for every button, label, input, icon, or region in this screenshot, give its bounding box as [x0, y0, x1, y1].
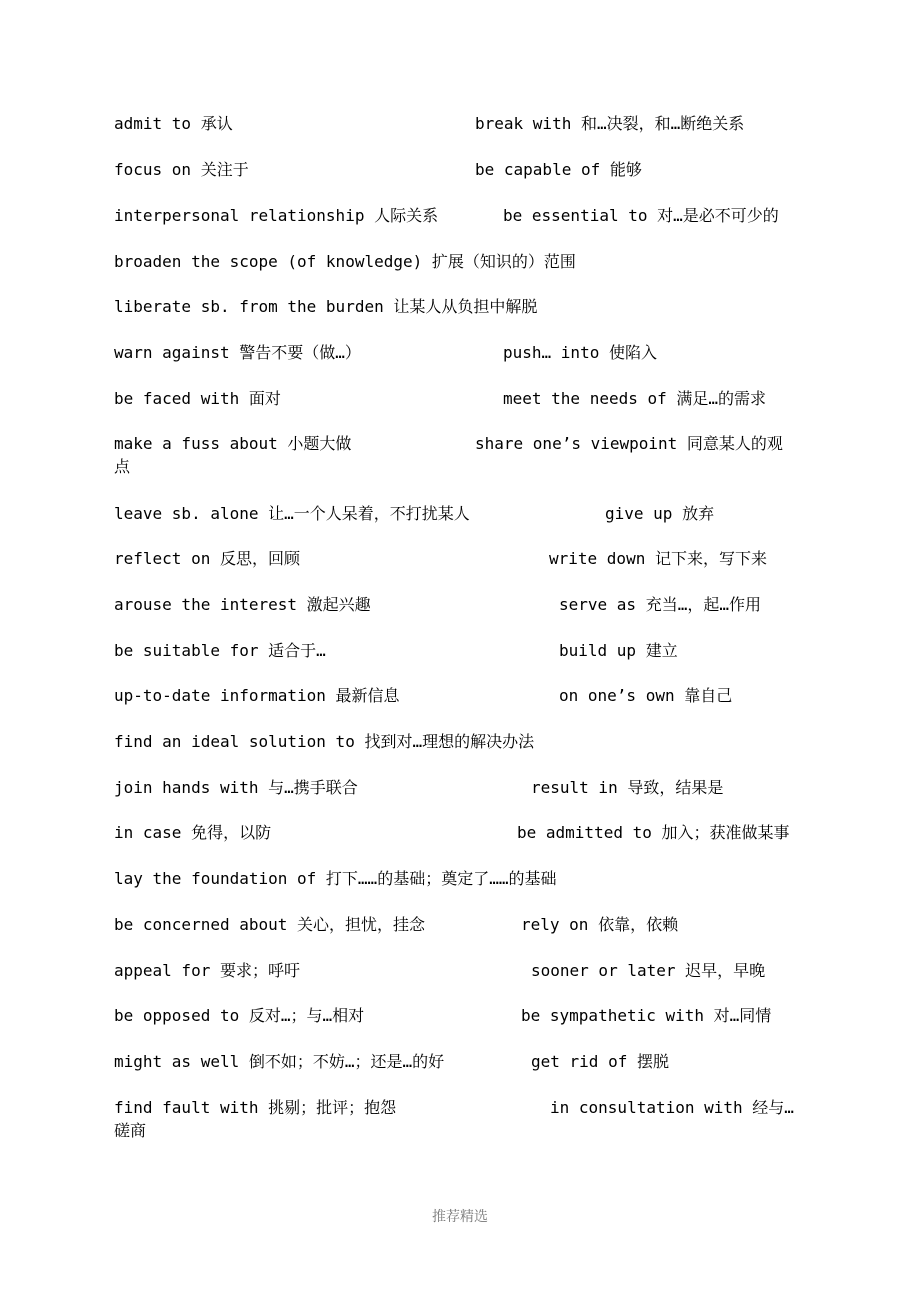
phrase-left: make a fuss about 小题大做: [114, 434, 352, 453]
phrase-right: serve as 充当…，起…作用: [559, 595, 761, 614]
phrase-right: push… into 使陷入: [503, 343, 657, 362]
phrase-right: share one’s viewpoint 同意某人的观: [475, 434, 783, 453]
phrase-left: leave sb. alone 让…一个人呆着，不打扰某人: [114, 504, 470, 523]
phrase-row: [0, 111, 920, 137]
phrase-left: be suitable for 适合于…: [114, 641, 326, 660]
phrase-row: [0, 683, 920, 709]
phrase-left: be concerned about 关心，担忧，挂念: [114, 915, 426, 934]
phrase-row: [0, 1049, 920, 1075]
phrase-left: lay the foundation of 打下……的基础；奠定了……的基础: [114, 869, 557, 888]
phrase-wrap-line: [0, 454, 920, 480]
phrase-left: be opposed to 反对…；与…相对: [114, 1006, 365, 1025]
phrase-right: be essential to 对…是必不可少的: [503, 206, 779, 225]
phrase-left: might as well 倒不如；不妨…；还是…的好: [114, 1052, 445, 1071]
phrase-right: rely on 依靠，依赖: [521, 915, 679, 934]
phrase-right: give up 放弃: [605, 504, 715, 523]
phrase-right: meet the needs of 满足…的需求: [503, 389, 767, 408]
phrase-wrap-text: 点: [114, 457, 131, 476]
phrase-row: [0, 775, 920, 801]
phrase-row: [0, 866, 920, 892]
phrase-row: [0, 729, 920, 755]
phrase-left: interpersonal relationship 人际关系: [114, 206, 439, 225]
phrase-right: write down 记下来，写下来: [549, 549, 767, 568]
phrase-row: [0, 386, 920, 412]
phrase-right: get rid of 摆脱: [531, 1052, 669, 1071]
phrase-left: appeal for 要求；呼吁: [114, 961, 300, 980]
phrase-left: in case 免得，以防: [114, 823, 272, 842]
phrase-left: admit to 承认: [114, 114, 233, 133]
phrase-right: in consultation with 经与…: [550, 1098, 794, 1117]
phrase-left: join hands with 与…携手联合: [114, 778, 358, 797]
phrase-right: be sympathetic with 对…同情: [521, 1006, 772, 1025]
phrase-wrap-line: [0, 1118, 920, 1144]
phrase-row: [0, 638, 920, 664]
phrase-row: [0, 203, 920, 229]
phrase-row: [0, 912, 920, 938]
phrase-row: [0, 820, 920, 846]
phrase-left: focus on 关注于: [114, 160, 249, 179]
phrase-left: liberate sb. from the burden 让某人从负担中解脱: [114, 297, 538, 316]
phrase-left: reflect on 反思，回顾: [114, 549, 300, 568]
phrase-left: arouse the interest 激起兴趣: [114, 595, 371, 614]
phrase-right: on one’s own 靠自己: [559, 686, 733, 705]
phrase-wrap-text: 磋商: [114, 1121, 147, 1140]
phrase-left: warn against 警告不要（做…）: [114, 343, 361, 362]
phrase-right: be admitted to 加入；获准做某事: [517, 823, 790, 842]
phrase-right: build up 建立: [559, 641, 678, 660]
phrase-right: be capable of 能够: [475, 160, 642, 179]
page-footer: 推荐精选: [432, 1209, 488, 1225]
phrase-row: [0, 294, 920, 320]
phrase-row: [0, 340, 920, 366]
phrase-row: [0, 249, 920, 275]
phrase-left: find fault with 挑剔；批评；抱怨: [114, 1098, 397, 1117]
phrase-row: [0, 546, 920, 572]
phrase-row: [0, 501, 920, 527]
phrase-row: [0, 157, 920, 183]
phrase-right: result in 导致，结果是: [531, 778, 724, 797]
phrase-left: find an ideal solution to 找到对…理想的解决办法: [114, 732, 535, 751]
phrase-right: sooner or later 迟早，早晚: [531, 961, 766, 980]
phrase-left: broaden the scope (of knowledge) 扩展（知识的）范围: [114, 252, 576, 271]
phrase-row: [0, 592, 920, 618]
phrase-left: up-to-date information 最新信息: [114, 686, 400, 705]
phrase-right: break with 和…决裂，和…断绝关系: [475, 114, 745, 133]
phrase-row: [0, 958, 920, 984]
phrase-left: be faced with 面对: [114, 389, 281, 408]
phrase-row: [0, 1003, 920, 1029]
